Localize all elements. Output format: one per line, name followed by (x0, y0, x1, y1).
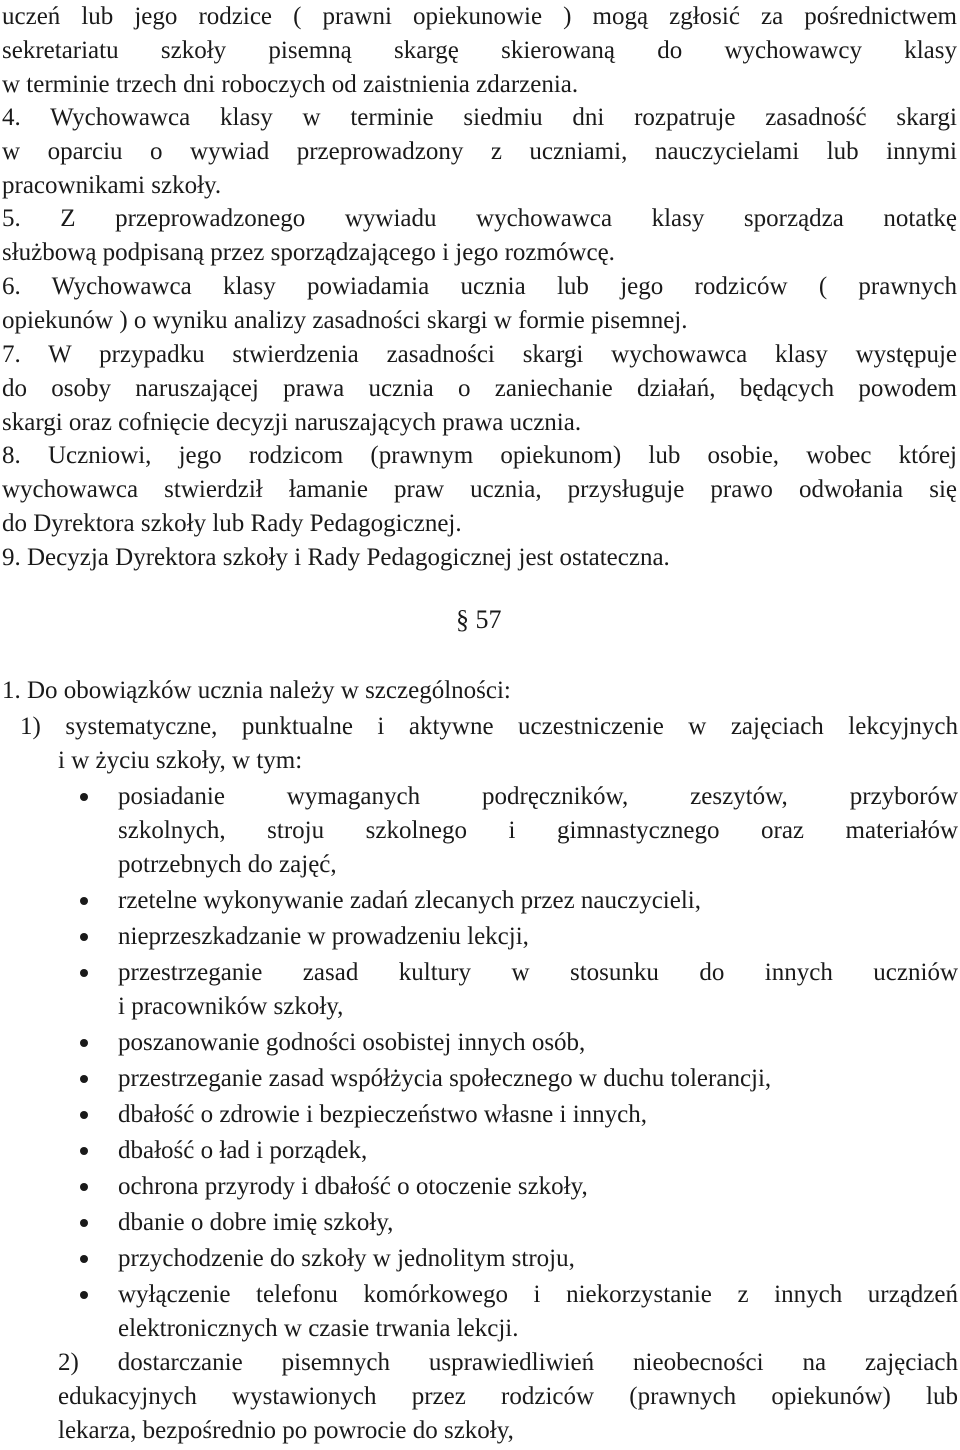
bullet-dot-icon (80, 1183, 88, 1191)
bullet-dot-icon (80, 1039, 88, 1047)
bullet-dot-icon (80, 1219, 88, 1227)
paragraph-point-8 (2, 439, 957, 541)
text-line: dbałość o ład i porządek, (118, 1137, 368, 1164)
text-line: przestrzeganie zasad kultury w stosunku do innych uczniów (118, 959, 958, 986)
bullet-dot-icon (80, 969, 88, 977)
text-line: poszanowanie godności osobistej innych osób, (118, 1029, 586, 1056)
bullet-dot-icon (80, 1147, 88, 1155)
text-line: 7. W przypadku stwierdzenia zasadności skargi wychowawca klasy występuje (2, 341, 957, 368)
text-line: przestrzeganie zasad współżycia społecznego w duchu tolerancji, (118, 1065, 772, 1092)
text-line: w terminie trzech dni roboczych od zaistnienia zdarzenia. (2, 71, 579, 98)
text-line: nieprzeszkadzanie w prowadzeniu lekcji, (118, 923, 529, 950)
bullet-dot-icon (80, 1255, 88, 1263)
text-line: 9. Decyzja Dyrektora szkoły i Rady Pedagogicznej jest ostateczna. (2, 544, 670, 571)
text-line: 5. Z przeprowadzonego wywiadu wychowawca klasy sporządza notatkę (2, 205, 957, 232)
sub-item-1-line-2: i w życiu szkoły, w tym: (58, 747, 303, 774)
text-line: edukacyjnych wystawionych przez rodziców (prawnych opiekunów) lub (58, 1383, 958, 1410)
text-line: 6. Wychowawca klasy powiadamia ucznia lub jego rodziców ( prawnych (2, 273, 957, 300)
text-line: uczeń lub jego rodzice ( prawni opiekunowie ) mogą zgłosić za pośrednictwem (2, 3, 957, 30)
text-line: wychowawca stwierdził łamanie praw ucznia, przysługuje prawo odwołania się (2, 476, 957, 503)
text-line: elektronicznych w czasie trwania lekcji. (118, 1315, 519, 1342)
text-line: 4. Wychowawca klasy w terminie siedmiu dni rozpatruje zasadność skargi (2, 104, 957, 131)
text-line: do osoby naruszającej prawa ucznia o zaniechanie działań, będących powodem (2, 375, 957, 402)
text-line: szkolnych, stroju szkolnego i gimnastycznego oraz materiałów (118, 817, 958, 844)
text-line: rzetelne wykonywanie zadań zlecanych przez nauczycieli, (118, 887, 701, 914)
paragraph-point-5 (2, 202, 957, 270)
item-1-header: 1. Do obowiązków ucznia należy w szczególności: (2, 677, 511, 704)
text-line: przychodzenie do szkoły w jednolitym stroju, (118, 1245, 575, 1272)
text-line: do Dyrektora szkoły lub Rady Pedagogicznej. (2, 510, 462, 537)
text-line: dbałość o zdrowie i bezpieczeństwo własne i innych, (118, 1101, 647, 1128)
text-line: ochrona przyrody i dbałość o otoczenie szkoły, (118, 1173, 588, 1200)
text-line: służbową podpisaną przez sporządzającego i jego rozmówcę. (2, 239, 615, 266)
text-line: pracownikami szkoły. (2, 172, 222, 199)
bullet-dot-icon (80, 1075, 88, 1083)
text-line: wyłączenie telefonu komórkowego i niekorzystanie z innych urządzeń (118, 1281, 958, 1308)
text-line: skargi oraz cofnięcie decyzji naruszających prawa ucznia. (2, 409, 582, 436)
text-line: potrzebnych do zajęć, (118, 851, 337, 878)
paragraph-point-4 (2, 101, 957, 203)
bullet-dot-icon (80, 1111, 88, 1119)
text-line: opiekunów ) o wyniku analizy zasadności skargi w formie pisemnej. (2, 307, 688, 334)
text-line: lekarza, bezpośrednio po powrocie do szkoły, (58, 1417, 514, 1444)
bullet-dot-icon (80, 793, 88, 801)
text-line: 8. Uczniowi, jego rodzicom (prawnym opiekunom) lub osobie, wobec której (2, 442, 957, 469)
text-line: sekretariatu szkoły pisemną skargę skierowaną do wychowawcy klasy (2, 37, 957, 64)
text-line: posiadanie wymaganych podręczników, zeszytów, przyborów (118, 783, 958, 810)
text-line: dbanie o dobre imię szkoły, (118, 1209, 394, 1236)
bullet-dot-icon (80, 1291, 88, 1299)
text-line: 2) dostarczanie pisemnych usprawiedliwień nieobecności na zajęciach (58, 1349, 958, 1376)
section-heading: § 57 (456, 605, 502, 634)
bullet-dot-icon (80, 897, 88, 905)
sub-item-1-line-1: 1) systematyczne, punktualne i aktywne uczestniczenie w zajęciach lekcyjnych (20, 713, 958, 740)
paragraph-point-6 (2, 270, 957, 338)
text-line: i pracowników szkoły, (118, 993, 344, 1020)
text-line: w oparciu o wywiad przeprowadzony z uczniami, nauczycielami lub innymi (2, 138, 957, 165)
paragraph-point-7 (2, 338, 957, 440)
paragraph-point-9 (2, 541, 957, 575)
sub-item-2 (58, 1346, 958, 1448)
paragraph-complaint-intro (2, 0, 957, 102)
bullet-dot-icon (80, 933, 88, 941)
